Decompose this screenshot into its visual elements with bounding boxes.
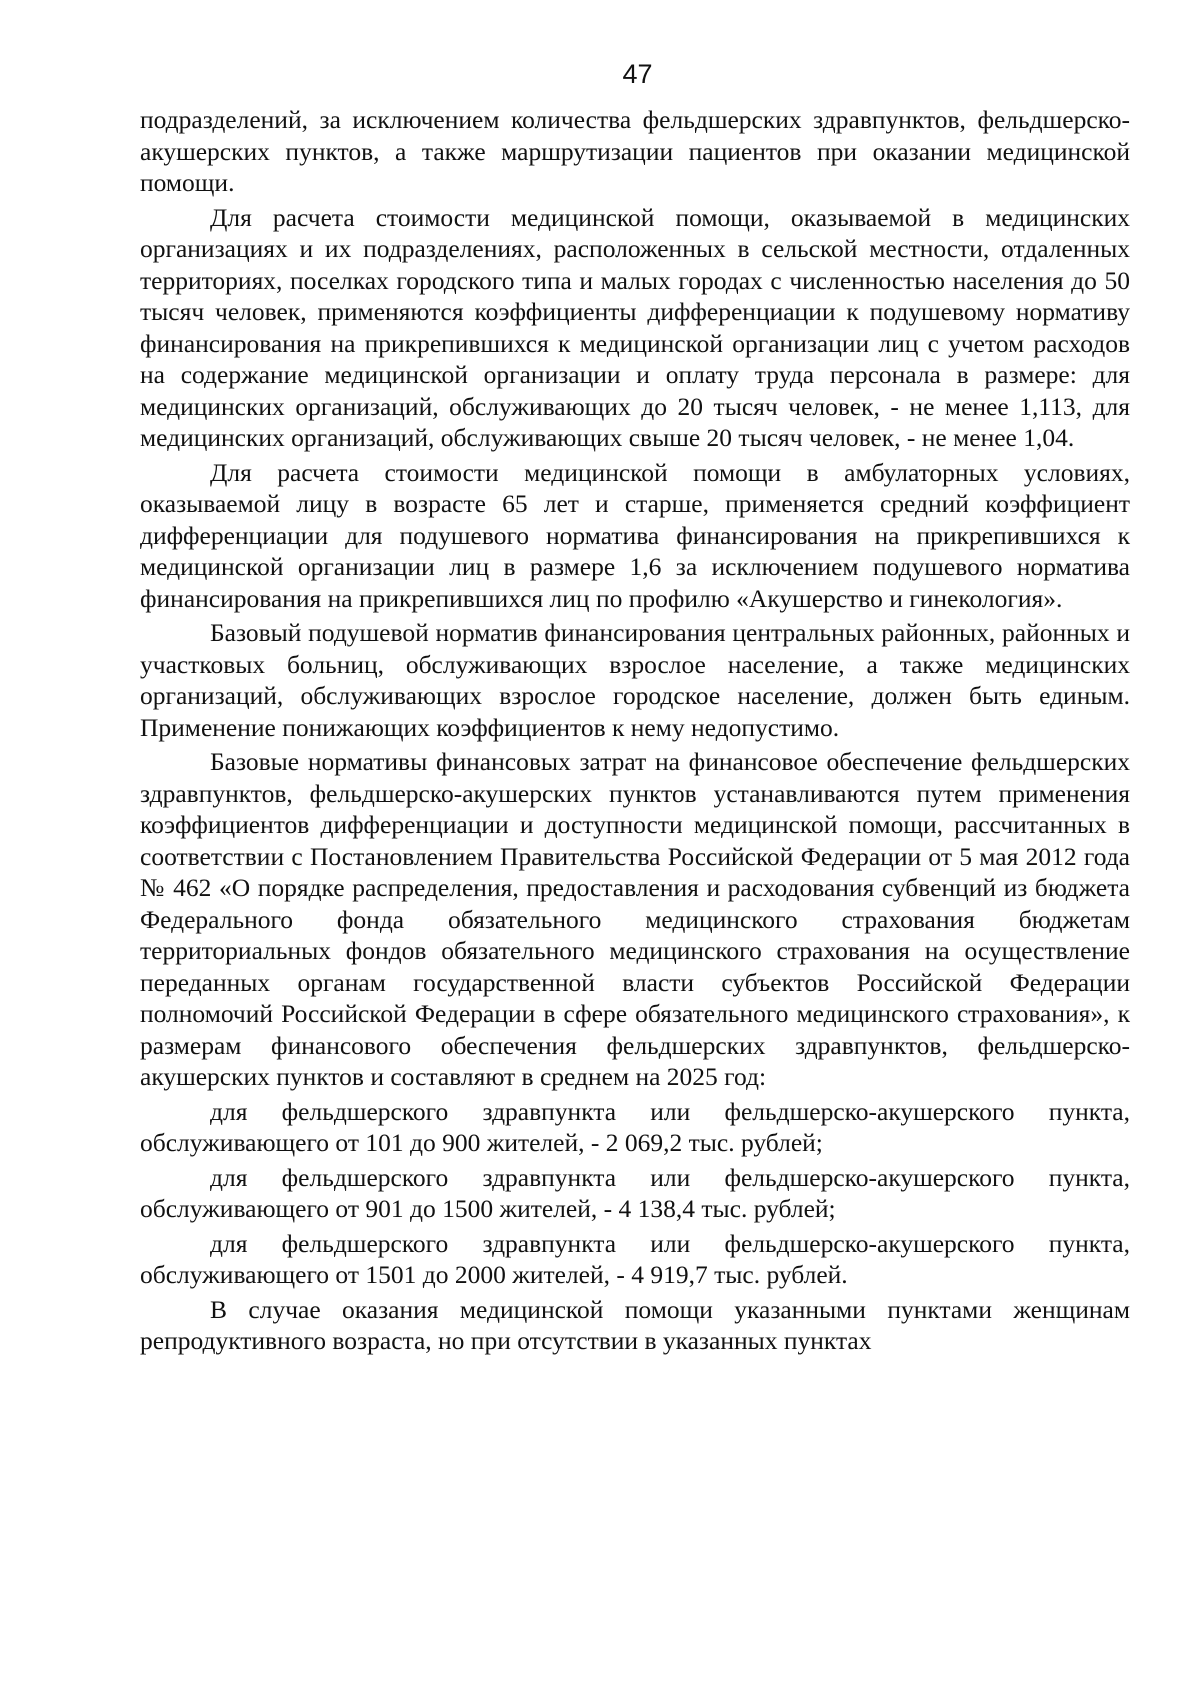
paragraph-elderly-coefficient: Для расчета стоимости медицинской помощи в амбулаторных условиях, оказываемой лицу в возрасте 65 лет и старше, применяется средний коэффициент дифференциации для подушевого норматива финансирования на прикрепившихся к медицинской организации лиц в размере 1,6 за исключением подушевого норматива финансирования на прикрепившихся лиц по профилю «Акушерство и гинекология». xyxy=(140,457,1130,613)
document-body xyxy=(140,104,1130,1357)
paragraph-feldsher-standards: Базовые нормативы финансовых затрат на финансовое обеспечение фельдшерских здравпунктов, фельдшерско-акушерских пунктов устанавливаются путем применения коэффициентов дифференциации и доступности медицинской помощи, рассчитанных в соответствии с Постановлением Правительства Российской Федерации от 5 мая 2012 года № 462 «О порядке распределения, предоставления и расходования субвенций из бюджета Федерального фонда обязательного медицинского страхования бюджетам территориальных фондов обязательного медицинского страхования на осуществление переданных органам государственной власти субъектов Российской Федерации полномочий Российской Федерации в сфере обязательного медицинского страхования», к размерам финансового обеспечения фельдшерских здравпунктов, фельдшерско-акушерских пунктов и составляют в среднем на 2025 год: xyxy=(140,747,1130,1091)
page-number: 47 xyxy=(622,59,653,89)
paragraph-continuation: подразделений, за исключением количества фельдшерских здравпунктов, фельдшерско-акушерских пунктов, а также маршрутизации пациентов при оказании медицинской помощи. xyxy=(140,105,1130,197)
paragraph-reproductive-age: В случае оказания медицинской помощи указанными пунктами женщинам репродуктивного возраста, но при отсутствии в указанных пунктах xyxy=(140,1294,1130,1355)
paragraph-base-per-capita: Базовый подушевой норматив финансирования центральных районных, районных и участковых больниц, обслуживающих взрослое население, а также медицинских организаций, обслуживающих взрослое городское население, должен быть единым. Применение понижающих коэффициентов к нему недопустимо. xyxy=(140,618,1130,742)
list-item-1501-2000: для фельдшерского здравпункта или фельдшерско-акушерского пункта, обслуживающего от 1501 до 2000 жителей, - 4 919,7 тыс. рублей. xyxy=(140,1228,1130,1289)
list-item-101-900: для фельдшерского здравпункта или фельдшерско-акушерского пункта, обслуживающего от 101 до 900 жителей, - 2 069,2 тыс. рублей; xyxy=(140,1096,1130,1157)
paragraph-rural-coefficients: Для расчета стоимости медицинской помощи, оказываемой в медицинских организациях и их подразделениях, расположенных в сельской местности, отдаленных территориях, поселках городского типа и малых городах с численностью населения до 50 тысяч человек, применяются коэффициенты дифференциации к подушевому нормативу финансирования на прикрепившихся к медицинской организации лиц с учетом расходов на содержание медицинской организации и оплату труда персонала в размере: для медицинских организаций, обслуживающих до 20 тысяч человек, - не менее 1,113, для медицинских организаций, обслуживающих свыше 20 тысяч человек, - не менее 1,04. xyxy=(140,202,1130,452)
list-item-901-1500: для фельдшерского здравпункта или фельдшерско-акушерского пункта, обслуживающего от 901 до 1500 жителей, - 4 138,4 тыс. рублей; xyxy=(140,1162,1130,1223)
